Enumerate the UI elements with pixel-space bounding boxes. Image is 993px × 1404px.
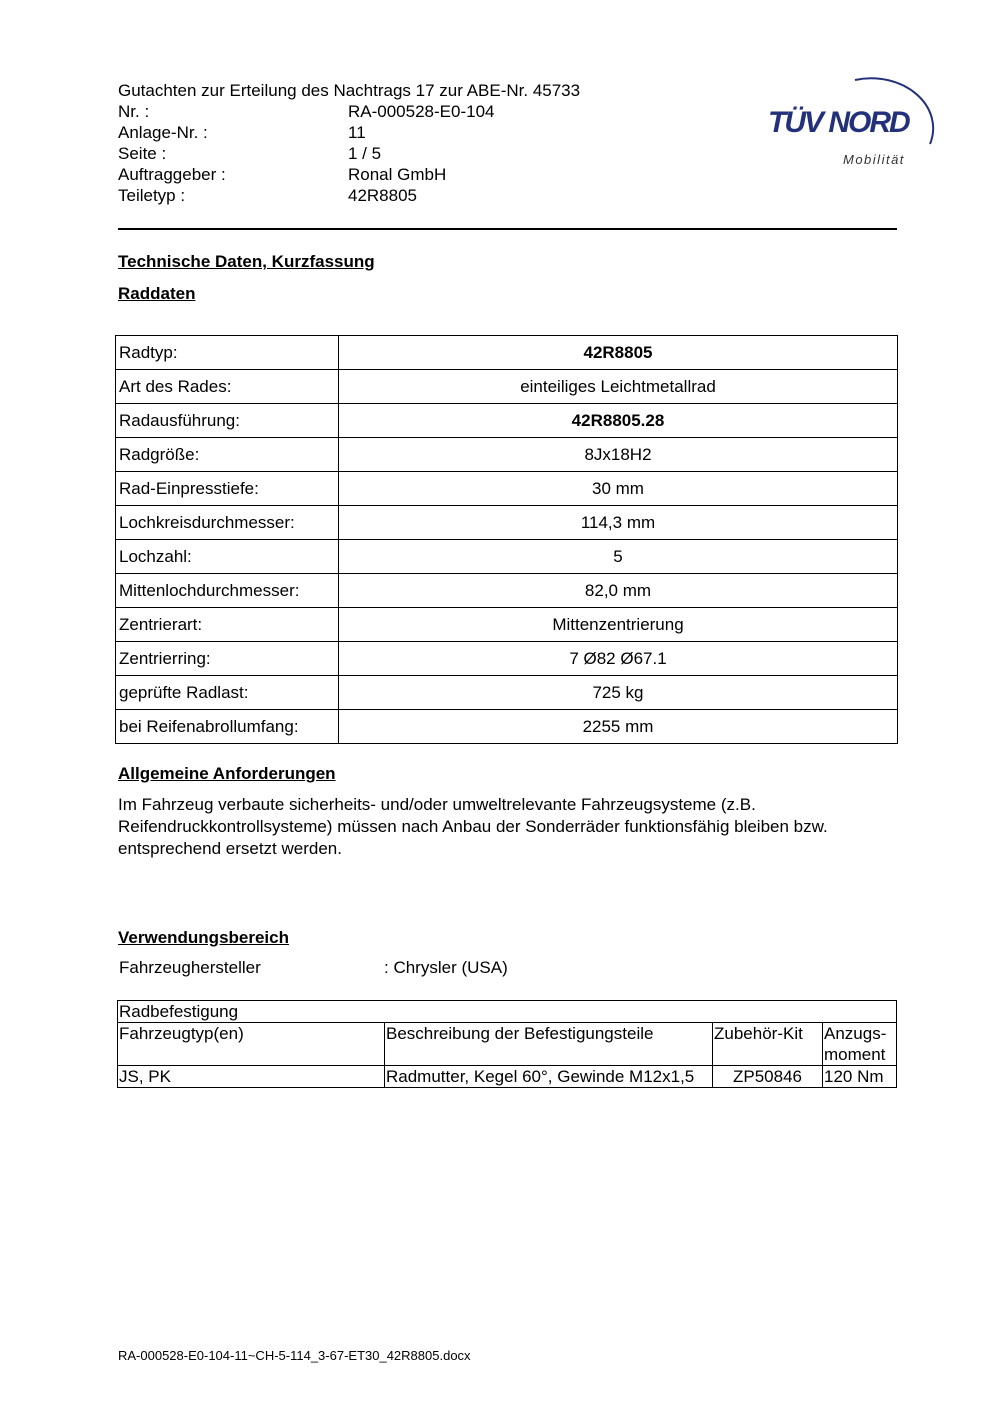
allgemein-heading: Allgemeine Anforderungen bbox=[118, 764, 336, 783]
table-row bbox=[116, 676, 898, 710]
table-row bbox=[116, 574, 898, 608]
raddaten-table bbox=[115, 335, 898, 744]
raddaten-value: einteiliges Leichtmetallrad bbox=[339, 370, 898, 404]
table-title-row bbox=[118, 1001, 897, 1023]
cell-beschreibung: Radmutter, Kegel 60°, Gewinde M12x1,5 bbox=[385, 1066, 713, 1088]
table-row bbox=[116, 438, 898, 472]
raddaten-label: Radausführung: bbox=[116, 404, 339, 438]
raddaten-value: Mittenzentrierung bbox=[339, 608, 898, 642]
raddaten-label: Lochzahl: bbox=[116, 540, 339, 574]
tuv-nord-logo bbox=[760, 56, 940, 172]
fahrzeughersteller-label: Fahrzeughersteller bbox=[119, 958, 261, 977]
header-value: RA-000528-E0-104 bbox=[348, 102, 495, 121]
header-key: Seite : bbox=[118, 144, 167, 163]
raddaten-value: 82,0 mm bbox=[339, 574, 898, 608]
raddaten-value: 42R8805 bbox=[339, 336, 898, 370]
table-row bbox=[116, 710, 898, 744]
cell-fahrzeugtyp: JS, PK bbox=[118, 1066, 385, 1088]
table-header-row bbox=[118, 1023, 897, 1066]
raddaten-label: Lochkreisdurchmesser: bbox=[116, 506, 339, 540]
table-row bbox=[118, 1066, 897, 1088]
raddaten-label: Radtyp: bbox=[116, 336, 339, 370]
verwendung-heading: Verwendungsbereich bbox=[118, 928, 289, 947]
col-header-zubehoer: Zubehör-Kit bbox=[713, 1023, 823, 1066]
col-header-anzugsmoment bbox=[823, 1023, 897, 1066]
cell-anzugsmoment: 120 Nm bbox=[823, 1066, 897, 1088]
raddaten-value: 30 mm bbox=[339, 472, 898, 506]
raddaten-value: 8Jx18H2 bbox=[339, 438, 898, 472]
document-title: Gutachten zur Erteilung des Nachtrags 17 zur ABE-Nr. 45733 bbox=[118, 81, 581, 100]
raddaten-value: 114,3 mm bbox=[339, 506, 898, 540]
raddaten-heading: Raddaten bbox=[118, 284, 196, 303]
raddaten-label: Mittenlochdurchmesser: bbox=[116, 574, 339, 608]
header-row-seite bbox=[118, 143, 580, 164]
raddaten-label: bei Reifenabrollumfang: bbox=[116, 710, 339, 744]
header-row-anlage bbox=[118, 122, 580, 143]
raddaten-value: 725 kg bbox=[339, 676, 898, 710]
raddaten-value: 42R8805.28 bbox=[339, 404, 898, 438]
header-divider bbox=[118, 228, 897, 230]
header-key: Teiletyp : bbox=[118, 186, 186, 205]
table-row bbox=[116, 336, 898, 370]
allgemein-text: Im Fahrzeug verbaute sicherheits- und/oder umweltrelevante Fahrzeugsysteme (z.B. Reifendruckkontrollsysteme) müssen nach Anbau der Sonderräder funktionsfähig bleiben bzw. entsprechend ersetzt werden. bbox=[118, 795, 828, 858]
raddaten-value: 5 bbox=[339, 540, 898, 574]
header-row-teiletyp bbox=[118, 185, 580, 206]
header-value: 42R8805 bbox=[348, 186, 418, 205]
header-key: Auftraggeber : bbox=[118, 165, 226, 184]
header-row-auftraggeber bbox=[118, 164, 580, 185]
table-row bbox=[116, 642, 898, 676]
table-row bbox=[116, 404, 898, 438]
fahrzeughersteller-value: : Chrysler (USA) bbox=[384, 958, 508, 977]
logo-subtitle: Mobilität bbox=[843, 152, 905, 167]
table-row bbox=[116, 370, 898, 404]
header-key: Anlage-Nr. : bbox=[118, 123, 208, 142]
section-title: Technische Daten, Kurzfassung bbox=[118, 252, 375, 271]
raddaten-label: Rad-Einpresstiefe: bbox=[116, 472, 339, 506]
raddaten-label: geprüfte Radlast: bbox=[116, 676, 339, 710]
header-value: 11 bbox=[348, 123, 366, 142]
document-header bbox=[118, 80, 580, 206]
col-header-beschreibung: Beschreibung der Befestigungsteile bbox=[385, 1023, 713, 1066]
cell-zubehoer: ZP50846 bbox=[713, 1066, 823, 1088]
raddaten-label: Zentrierring: bbox=[116, 642, 339, 676]
table-row bbox=[116, 506, 898, 540]
raddaten-value: 2255 mm bbox=[339, 710, 898, 744]
radbefestigung-table bbox=[117, 1000, 897, 1088]
footer-filename: RA-000528-E0-104-11~CH-5-114_3-67-ET30_42R8805.docx bbox=[118, 1348, 471, 1363]
fahrzeughersteller-row bbox=[119, 958, 508, 978]
raddaten-label: Zentrierart: bbox=[116, 608, 339, 642]
radbefestigung-title: Radbefestigung bbox=[118, 1001, 897, 1023]
raddaten-label: Art des Rades: bbox=[116, 370, 339, 404]
anzugsmoment-header-text: Anzugs-moment bbox=[824, 1024, 887, 1064]
raddaten-label: Radgröße: bbox=[116, 438, 339, 472]
col-header-fahrzeugtyp: Fahrzeugtyp(en) bbox=[118, 1023, 385, 1066]
header-value: Ronal GmbH bbox=[348, 165, 447, 184]
logo-name: TÜV NORD bbox=[768, 106, 909, 139]
header-key: Nr. : bbox=[118, 102, 150, 121]
raddaten-value: 7 Ø82 Ø67.1 bbox=[339, 642, 898, 676]
header-row-nr bbox=[118, 101, 580, 122]
table-row bbox=[116, 608, 898, 642]
table-row bbox=[116, 472, 898, 506]
header-value: 1 / 5 bbox=[348, 144, 382, 163]
table-row bbox=[116, 540, 898, 574]
